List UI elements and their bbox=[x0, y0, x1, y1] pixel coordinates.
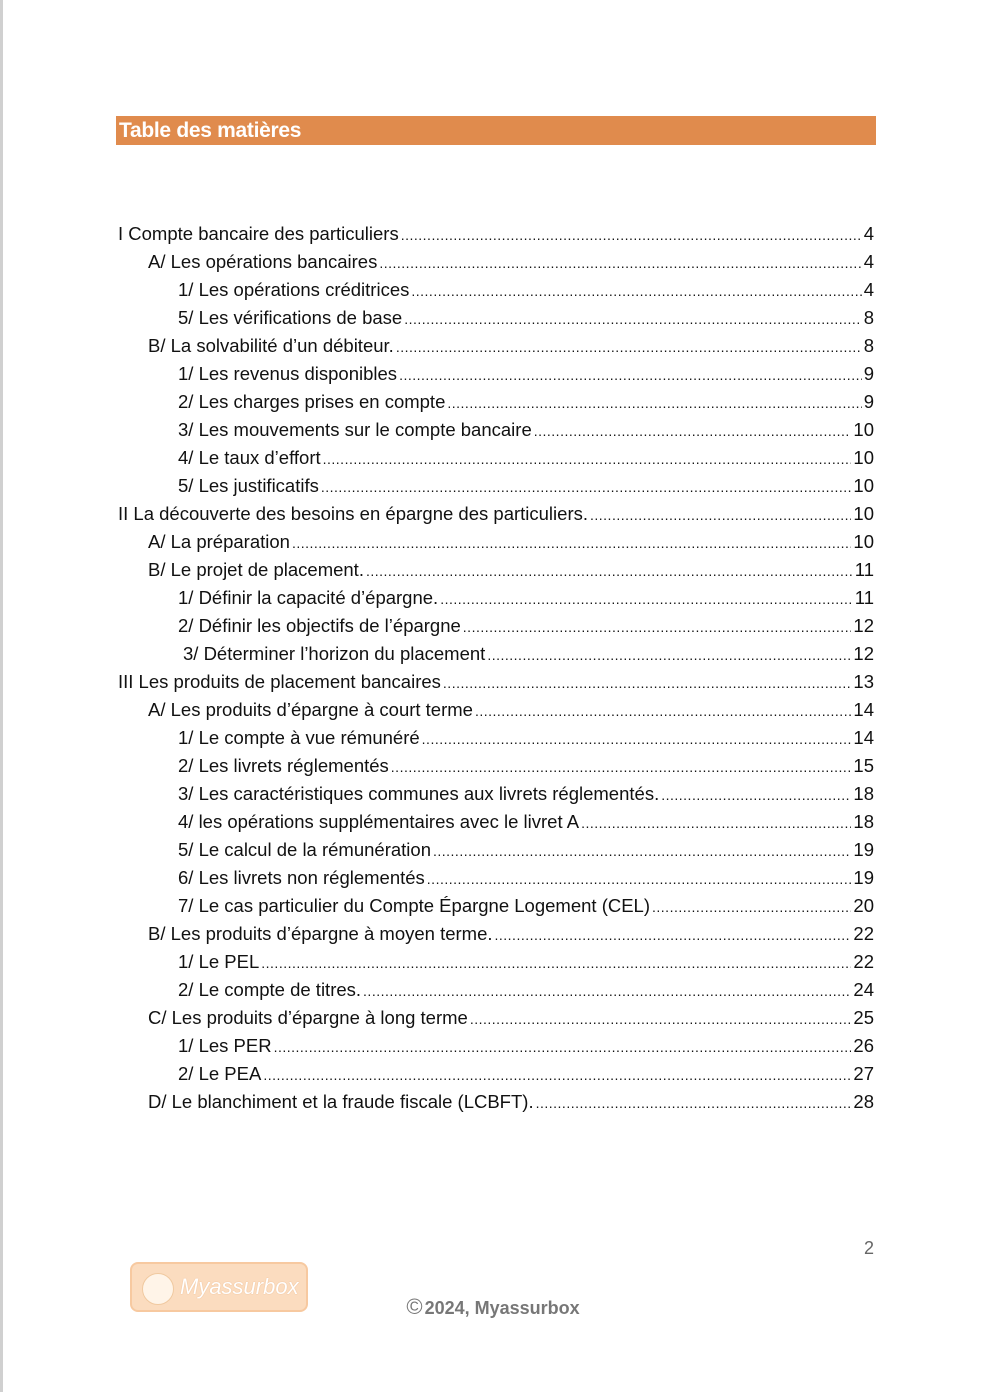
toc-entry[interactable] bbox=[118, 220, 874, 248]
toc-entry-title: 1/ Les opérations créditrices bbox=[178, 279, 410, 300]
dot-leader bbox=[363, 977, 851, 1005]
toc-entry[interactable] bbox=[118, 388, 874, 416]
toc-entry-title: I Compte bancaire des particuliers bbox=[118, 223, 399, 244]
copyright-text: 2024, Myassurbox bbox=[424, 1298, 580, 1318]
toc-entry-page: 4 bbox=[863, 223, 874, 244]
toc-entry-title: III Les produits de placement bancaires bbox=[118, 671, 441, 692]
dot-leader bbox=[652, 893, 851, 921]
toc-entry-title: 1/ Le PEL bbox=[178, 951, 260, 972]
dot-leader bbox=[323, 445, 852, 473]
toc-entry-title: B/ Le projet de placement. bbox=[148, 559, 364, 580]
dot-leader bbox=[379, 249, 861, 277]
page-edge bbox=[0, 0, 3, 1392]
toc-entry-page: 4 bbox=[863, 279, 874, 300]
toc-entry[interactable] bbox=[118, 1088, 874, 1116]
toc-entry-page: 19 bbox=[853, 867, 874, 888]
toc-entry-page: 18 bbox=[853, 811, 874, 832]
copyright-symbol: © bbox=[406, 1294, 423, 1319]
toc-entry[interactable] bbox=[118, 752, 874, 780]
toc-entry[interactable] bbox=[118, 976, 874, 1004]
toc-entry-page: 27 bbox=[853, 1063, 874, 1084]
dot-leader bbox=[470, 1005, 852, 1033]
toc-entry-title: 4/ Le taux d’effort bbox=[178, 447, 321, 468]
dot-leader bbox=[440, 585, 853, 613]
toc-entry-page: 18 bbox=[853, 783, 874, 804]
toc-entry[interactable] bbox=[118, 836, 874, 864]
toc-entry-page: 8 bbox=[863, 307, 874, 328]
toc-entry-page: 26 bbox=[853, 1035, 874, 1056]
toc-entry-title: II La découverte des besoins en épargne des particuliers. bbox=[118, 503, 588, 524]
dot-leader bbox=[404, 305, 862, 333]
toc-title: Table des matières bbox=[119, 119, 302, 142]
toc-entry-title: A/ Les produits d’épargne à court terme bbox=[148, 699, 473, 720]
toc-entry[interactable] bbox=[118, 948, 874, 976]
toc-entry-title: C/ Les produits d’épargne à long terme bbox=[148, 1007, 468, 1028]
dot-leader bbox=[399, 361, 862, 389]
dot-leader bbox=[433, 837, 851, 865]
dot-leader bbox=[401, 221, 862, 249]
toc-entry-title: 2/ Le compte de titres. bbox=[178, 979, 362, 1000]
dot-leader bbox=[590, 501, 851, 529]
toc-entry-page: 12 bbox=[853, 615, 874, 636]
dot-leader bbox=[422, 725, 852, 753]
toc-entry[interactable] bbox=[118, 864, 874, 892]
toc-entry-page: 28 bbox=[853, 1091, 874, 1112]
toc-entry-page: 22 bbox=[853, 951, 874, 972]
toc-entry-title: 2/ Les charges prises en compte bbox=[178, 391, 446, 412]
toc-entry[interactable] bbox=[118, 612, 874, 640]
toc-entry[interactable] bbox=[118, 668, 874, 696]
toc-entry-page: 20 bbox=[853, 895, 874, 916]
toc-entry-page: 10 bbox=[853, 531, 874, 552]
toc-entry-title: A/ La préparation bbox=[148, 531, 290, 552]
dot-leader bbox=[292, 529, 851, 557]
logo-text: Myassurbox bbox=[180, 1274, 299, 1299]
toc-entry-page: 11 bbox=[854, 559, 874, 580]
dot-leader bbox=[396, 333, 862, 361]
toc-entry-page: 14 bbox=[853, 727, 874, 748]
toc-entry-page: 12 bbox=[853, 643, 874, 664]
toc-entry-title: 3/ Déterminer l’horizon du placement bbox=[183, 643, 486, 664]
toc-entry-title: 6/ Les livrets non réglementés bbox=[178, 867, 425, 888]
dot-leader bbox=[427, 865, 852, 893]
dot-leader bbox=[534, 417, 852, 445]
toc-entry-title: B/ La solvabilité d’un débiteur. bbox=[148, 335, 394, 356]
toc-entry-page: 8 bbox=[863, 335, 874, 356]
toc-entry-page: 19 bbox=[853, 839, 874, 860]
toc-entry-title: 2/ Le PEA bbox=[178, 1063, 262, 1084]
toc-entry[interactable] bbox=[118, 584, 874, 612]
dot-leader bbox=[536, 1089, 852, 1117]
toc-entry[interactable] bbox=[118, 304, 874, 332]
dot-leader bbox=[447, 389, 861, 417]
toc-entry-title: 4/ les opérations supplémentaires avec le livret A bbox=[178, 811, 580, 832]
toc-entry[interactable] bbox=[118, 892, 874, 920]
toc-entry[interactable] bbox=[118, 332, 874, 360]
toc-header-bar bbox=[116, 116, 876, 145]
toc-entry[interactable] bbox=[118, 724, 874, 752]
toc-entry[interactable] bbox=[118, 1032, 874, 1060]
toc-entry[interactable] bbox=[118, 472, 874, 500]
dot-leader bbox=[391, 753, 852, 781]
toc-entry-title: 7/ Le cas particulier du Compte Épargne Logement (CEL) bbox=[178, 895, 651, 916]
toc-entry[interactable] bbox=[118, 696, 874, 724]
dot-leader bbox=[443, 669, 852, 697]
toc-entry-page: 9 bbox=[863, 391, 874, 412]
table-of-contents bbox=[118, 220, 874, 1116]
toc-entry-title: 1/ Les PER bbox=[178, 1035, 272, 1056]
toc-entry[interactable] bbox=[118, 276, 874, 304]
copyright-notice bbox=[0, 1294, 986, 1320]
toc-entry[interactable] bbox=[118, 808, 874, 836]
toc-entry-title: 3/ Les caractéristiques communes aux livrets réglementés. bbox=[178, 783, 660, 804]
dot-leader bbox=[263, 1061, 851, 1089]
dot-leader bbox=[274, 1033, 852, 1061]
toc-entry-title: A/ Les opérations bancaires bbox=[148, 251, 378, 272]
toc-entry-page: 13 bbox=[853, 671, 874, 692]
dot-leader bbox=[463, 613, 852, 641]
toc-entry[interactable] bbox=[118, 556, 874, 584]
toc-entry-title: 2/ Définir les objectifs de l’épargne bbox=[178, 615, 461, 636]
dot-leader bbox=[487, 641, 851, 669]
toc-entry[interactable] bbox=[118, 640, 874, 668]
toc-entry-title: D/ Le blanchiment et la fraude fiscale (LCBFT). bbox=[148, 1091, 534, 1112]
dot-leader bbox=[661, 781, 851, 809]
dot-leader bbox=[581, 809, 851, 837]
toc-entry[interactable] bbox=[118, 444, 874, 472]
dot-leader bbox=[411, 277, 861, 305]
toc-entry[interactable] bbox=[118, 780, 874, 808]
toc-entry[interactable] bbox=[118, 500, 874, 528]
toc-entry-page: 10 bbox=[853, 419, 874, 440]
toc-entry[interactable] bbox=[118, 360, 874, 388]
toc-entry[interactable] bbox=[118, 528, 874, 556]
toc-entry-page: 15 bbox=[853, 755, 874, 776]
toc-entry-title: 1/ Le compte à vue rémunéré bbox=[178, 727, 420, 748]
toc-entry[interactable] bbox=[118, 416, 874, 444]
dot-leader bbox=[495, 921, 852, 949]
toc-entry-title: 2/ Les livrets réglementés bbox=[178, 755, 389, 776]
toc-entry[interactable] bbox=[118, 1004, 874, 1032]
toc-entry[interactable] bbox=[118, 248, 874, 276]
toc-entry-page: 11 bbox=[854, 587, 874, 608]
toc-entry-page: 25 bbox=[853, 1007, 874, 1028]
dot-leader bbox=[321, 473, 852, 501]
toc-entry-page: 10 bbox=[853, 447, 874, 468]
toc-entry-title: 1/ Définir la capacité d’épargne. bbox=[178, 587, 439, 608]
dot-leader bbox=[366, 557, 853, 585]
dot-leader bbox=[261, 949, 851, 977]
toc-entry-page: 4 bbox=[863, 251, 874, 272]
dot-leader bbox=[475, 697, 851, 725]
toc-entry-title: 5/ Le calcul de la rémunération bbox=[178, 839, 431, 860]
toc-entry-title: B/ Les produits d’épargne à moyen terme. bbox=[148, 923, 493, 944]
toc-entry-page: 14 bbox=[853, 699, 874, 720]
toc-entry-page: 24 bbox=[853, 979, 874, 1000]
toc-entry-title: 5/ Les vérifications de base bbox=[178, 307, 403, 328]
toc-entry-title: 5/ Les justificatifs bbox=[178, 475, 319, 496]
toc-entry-page: 10 bbox=[853, 475, 874, 496]
toc-entry-title: 1/ Les revenus disponibles bbox=[178, 363, 398, 384]
toc-entry-page: 22 bbox=[853, 923, 874, 944]
toc-entry-page: 10 bbox=[853, 503, 874, 524]
page-number: 2 bbox=[863, 1238, 874, 1258]
toc-entry-page: 9 bbox=[863, 363, 874, 384]
toc-entry[interactable] bbox=[118, 920, 874, 948]
toc-entry[interactable] bbox=[118, 1060, 874, 1088]
toc-entry-title: 3/ Les mouvements sur le compte bancaire bbox=[178, 419, 532, 440]
